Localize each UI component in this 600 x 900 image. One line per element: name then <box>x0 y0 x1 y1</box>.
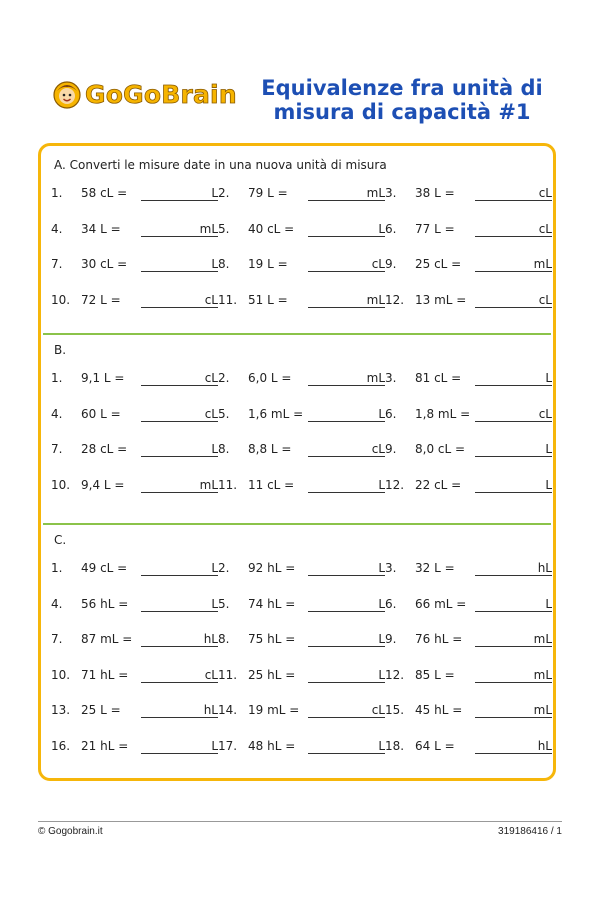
exercise-item <box>385 257 552 275</box>
exercise-number: 10. <box>51 477 71 492</box>
exercise-expression: 11 cL = <box>248 477 295 492</box>
exercise-item <box>218 293 385 311</box>
exercise-expression: 1,8 mL = <box>415 406 471 421</box>
answer-line[interactable] <box>141 307 218 308</box>
answer-line[interactable] <box>141 575 218 576</box>
exercise-item <box>218 597 385 615</box>
target-unit: L <box>378 667 385 682</box>
exercise-number: 12. <box>385 477 405 492</box>
exercise-expression: 48 hL = <box>248 738 296 753</box>
answer-line[interactable] <box>308 456 385 457</box>
exercise-item <box>218 407 385 425</box>
target-unit: cL <box>538 186 552 200</box>
exercise-expression: 56 hL = <box>81 596 129 611</box>
exercise-number: 9. <box>385 442 397 456</box>
target-unit: L <box>545 596 552 611</box>
exercise-number: 2. <box>218 371 230 385</box>
exercise-item <box>385 371 552 389</box>
target-unit: cL <box>538 221 552 236</box>
target-unit: cL <box>204 406 218 421</box>
exercise-number: 15. <box>385 703 405 717</box>
exercise-number: 12. <box>385 667 405 682</box>
answer-line[interactable] <box>308 575 385 576</box>
page-title <box>252 76 552 124</box>
target-unit: L <box>378 738 385 753</box>
exercise-expression: 38 L = <box>415 186 455 200</box>
exercise-item <box>51 186 218 204</box>
exercise-expression: 21 hL = <box>81 738 129 753</box>
exercise-expression: 60 L = <box>81 406 121 421</box>
exercise-item <box>51 561 218 579</box>
exercise-number: 9. <box>385 632 397 646</box>
exercise-expression: 92 hL = <box>248 561 296 575</box>
exercise-number: 14. <box>218 703 238 717</box>
answer-line[interactable] <box>141 753 218 754</box>
section-label: B. <box>54 343 67 357</box>
exercise-expression: 30 cL = <box>81 257 128 271</box>
exercise-item <box>51 257 218 275</box>
exercise-number: 6. <box>385 221 397 236</box>
target-unit: L <box>211 186 218 200</box>
target-unit: mL <box>533 257 552 271</box>
title-line-2: misura di capacità #1 <box>273 100 531 124</box>
answer-line[interactable] <box>308 682 385 683</box>
exercise-number: 18. <box>385 738 405 753</box>
target-unit: L <box>378 632 385 646</box>
target-unit: mL <box>366 186 385 200</box>
exercise-expression: 32 L = <box>415 561 455 575</box>
exercise-number: 5. <box>218 596 230 611</box>
exercise-expression: 13 mL = <box>415 292 467 307</box>
answer-line[interactable] <box>308 717 385 718</box>
title-line-1: Equivalenze fra unità di <box>261 76 543 100</box>
answer-line[interactable] <box>475 200 552 201</box>
answer-line[interactable] <box>475 307 552 308</box>
exercise-number: 2. <box>218 561 230 575</box>
exercise-number: 11. <box>218 292 238 307</box>
answer-line[interactable] <box>475 492 552 493</box>
target-unit: L <box>378 406 385 421</box>
exercise-item <box>218 703 385 721</box>
exercise-expression: 22 cL = <box>415 477 462 492</box>
exercise-expression: 9,1 L = <box>81 371 125 385</box>
answer-line[interactable] <box>475 753 552 754</box>
exercise-number: 3. <box>385 186 397 200</box>
exercise-item <box>385 293 552 311</box>
exercise-number: 3. <box>385 371 397 385</box>
section-divider <box>43 333 551 335</box>
target-unit: mL <box>199 477 218 492</box>
exercise-item <box>218 442 385 460</box>
footer-page-id: 319186416 / 1 <box>498 826 562 837</box>
exercise-number: 6. <box>385 406 397 421</box>
answer-line[interactable] <box>475 456 552 457</box>
target-unit: L <box>378 561 385 575</box>
exercise-number: 2. <box>218 186 230 200</box>
exercise-expression: 8,8 L = <box>248 442 292 456</box>
exercise-number: 5. <box>218 406 230 421</box>
exercise-number: 1. <box>51 186 63 200</box>
exercise-number: 4. <box>51 221 63 236</box>
answer-line[interactable] <box>308 421 385 422</box>
exercise-expression: 6,0 L = <box>248 371 292 385</box>
exercise-number: 4. <box>51 596 63 611</box>
exercise-number: 9. <box>385 257 397 271</box>
answer-line[interactable] <box>308 307 385 308</box>
exercise-number: 7. <box>51 257 63 271</box>
exercise-item <box>51 442 218 460</box>
exercise-expression: 25 L = <box>81 703 121 717</box>
exercise-number: 11. <box>218 667 238 682</box>
exercise-number: 5. <box>218 221 230 236</box>
exercise-item <box>51 407 218 425</box>
exercise-item <box>51 703 218 721</box>
exercise-expression: 79 L = <box>248 186 288 200</box>
exercise-item <box>385 222 552 240</box>
answer-line[interactable] <box>475 682 552 683</box>
exercise-item <box>51 668 218 686</box>
section-divider <box>43 523 551 525</box>
answer-line[interactable] <box>141 236 218 237</box>
target-unit: L <box>211 596 218 611</box>
exercise-item <box>218 257 385 275</box>
answer-line[interactable] <box>475 385 552 386</box>
answer-line[interactable] <box>141 271 218 272</box>
exercise-expression: 87 mL = <box>81 632 133 646</box>
exercise-item <box>385 186 552 204</box>
answer-line[interactable] <box>141 682 218 683</box>
answer-line[interactable] <box>475 611 552 612</box>
target-unit: L <box>545 442 552 456</box>
exercise-expression: 19 mL = <box>248 703 300 717</box>
exercise-number: 11. <box>218 477 238 492</box>
answer-line[interactable] <box>141 611 218 612</box>
exercise-expression: 64 L = <box>415 738 455 753</box>
exercise-expression: 76 hL = <box>415 632 463 646</box>
footer-copyright: © Gogobrain.it <box>38 826 103 837</box>
exercise-expression: 85 L = <box>415 667 455 682</box>
exercise-number: 16. <box>51 738 71 753</box>
exercise-item <box>218 668 385 686</box>
answer-line[interactable] <box>141 456 218 457</box>
footer-divider <box>38 821 562 822</box>
section-label: A. Converti le misure date in una nuova unità di misura <box>54 158 387 172</box>
exercise-item <box>51 632 218 650</box>
exercise-number: 8. <box>218 442 230 456</box>
answer-line[interactable] <box>141 646 218 647</box>
exercise-expression: 74 hL = <box>248 596 296 611</box>
exercise-item <box>385 561 552 579</box>
target-unit: L <box>378 477 385 492</box>
exercise-expression: 25 hL = <box>248 667 296 682</box>
exercise-number: 1. <box>51 561 63 575</box>
exercise-expression: 40 cL = <box>248 221 295 236</box>
exercise-number: 17. <box>218 738 238 753</box>
answer-line[interactable] <box>475 236 552 237</box>
exercise-item <box>385 478 552 496</box>
exercise-item <box>385 442 552 460</box>
exercise-expression: 9,4 L = <box>81 477 125 492</box>
exercise-number: 3. <box>385 561 397 575</box>
exercise-number: 8. <box>218 257 230 271</box>
section-label: C. <box>54 533 67 547</box>
target-unit: cL <box>204 292 218 307</box>
exercise-number: 12. <box>385 292 405 307</box>
target-unit: L <box>211 257 218 271</box>
exercise-expression: 58 cL = <box>81 186 128 200</box>
exercise-item <box>218 561 385 579</box>
exercise-number: 10. <box>51 292 71 307</box>
target-unit: cL <box>204 667 218 682</box>
exercise-expression: 49 cL = <box>81 561 128 575</box>
exercise-item <box>51 371 218 389</box>
exercise-item <box>385 668 552 686</box>
exercise-expression: 45 hL = <box>415 703 463 717</box>
answer-line[interactable] <box>141 492 218 493</box>
target-unit: cL <box>538 292 552 307</box>
answer-line[interactable] <box>308 611 385 612</box>
answer-line[interactable] <box>308 753 385 754</box>
exercise-item <box>51 597 218 615</box>
target-unit: mL <box>199 221 218 236</box>
exercise-expression: 25 cL = <box>415 257 462 271</box>
exercise-expression: 81 cL = <box>415 371 462 385</box>
exercise-item <box>51 222 218 240</box>
exercise-item <box>385 739 552 757</box>
answer-line[interactable] <box>308 492 385 493</box>
exercise-number: 1. <box>51 371 63 385</box>
target-unit: mL <box>533 667 552 682</box>
answer-line[interactable] <box>141 200 218 201</box>
target-unit: hL <box>203 703 218 717</box>
exercise-item <box>218 739 385 757</box>
target-unit: L <box>545 371 552 385</box>
exercise-item <box>51 739 218 757</box>
exercise-item <box>51 293 218 311</box>
target-unit: cL <box>204 371 218 385</box>
exercise-expression: 34 L = <box>81 221 121 236</box>
answer-line[interactable] <box>308 646 385 647</box>
worksheet-frame <box>38 143 556 781</box>
exercise-expression: 8,0 cL = <box>415 442 466 456</box>
target-unit: mL <box>533 703 552 717</box>
exercise-number: 10. <box>51 667 71 682</box>
exercise-expression: 51 L = <box>248 292 288 307</box>
target-unit: mL <box>533 632 552 646</box>
exercise-number: 13. <box>51 703 71 717</box>
exercise-item <box>385 597 552 615</box>
target-unit: L <box>378 221 385 236</box>
answer-line[interactable] <box>141 421 218 422</box>
target-unit: L <box>211 442 218 456</box>
answer-line[interactable] <box>475 646 552 647</box>
exercise-expression: 71 hL = <box>81 667 129 682</box>
target-unit: L <box>378 596 385 611</box>
gogobrain-logo <box>52 74 237 114</box>
answer-line[interactable] <box>308 200 385 201</box>
target-unit: hL <box>537 561 552 575</box>
exercise-expression: 75 hL = <box>248 632 296 646</box>
exercise-item <box>218 478 385 496</box>
exercise-item <box>218 371 385 389</box>
target-unit: cL <box>371 703 385 717</box>
exercise-expression: 72 L = <box>81 292 121 307</box>
exercise-expression: 77 L = <box>415 221 455 236</box>
mascot-face-icon <box>52 79 82 109</box>
exercise-number: 4. <box>51 406 63 421</box>
target-unit: mL <box>366 292 385 307</box>
target-unit: mL <box>366 371 385 385</box>
exercise-number: 7. <box>51 442 63 456</box>
answer-line[interactable] <box>475 421 552 422</box>
answer-line[interactable] <box>308 271 385 272</box>
target-unit: L <box>211 738 218 753</box>
exercise-number: 7. <box>51 632 63 646</box>
exercise-item <box>218 186 385 204</box>
exercise-item <box>51 478 218 496</box>
exercise-expression: 66 mL = <box>415 596 467 611</box>
target-unit: cL <box>538 406 552 421</box>
answer-line[interactable] <box>141 385 218 386</box>
target-unit: L <box>211 561 218 575</box>
exercise-number: 6. <box>385 596 397 611</box>
target-unit: hL <box>203 632 218 646</box>
exercise-item <box>218 222 385 240</box>
exercise-item <box>385 407 552 425</box>
answer-line[interactable] <box>308 236 385 237</box>
answer-line[interactable] <box>475 717 552 718</box>
target-unit: hL <box>537 738 552 753</box>
exercise-expression: 28 cL = <box>81 442 128 456</box>
target-unit: cL <box>371 257 385 271</box>
target-unit: L <box>545 477 552 492</box>
exercise-item <box>385 703 552 721</box>
answer-line[interactable] <box>308 385 385 386</box>
target-unit: cL <box>371 442 385 456</box>
answer-line[interactable] <box>141 717 218 718</box>
exercise-expression: 19 L = <box>248 257 288 271</box>
logo-text: GoGoBrain <box>85 79 237 109</box>
answer-line[interactable] <box>475 271 552 272</box>
answer-line[interactable] <box>475 575 552 576</box>
exercise-expression: 1,6 mL = <box>248 406 304 421</box>
exercise-item <box>385 632 552 650</box>
exercise-number: 8. <box>218 632 230 646</box>
exercise-item <box>218 632 385 650</box>
